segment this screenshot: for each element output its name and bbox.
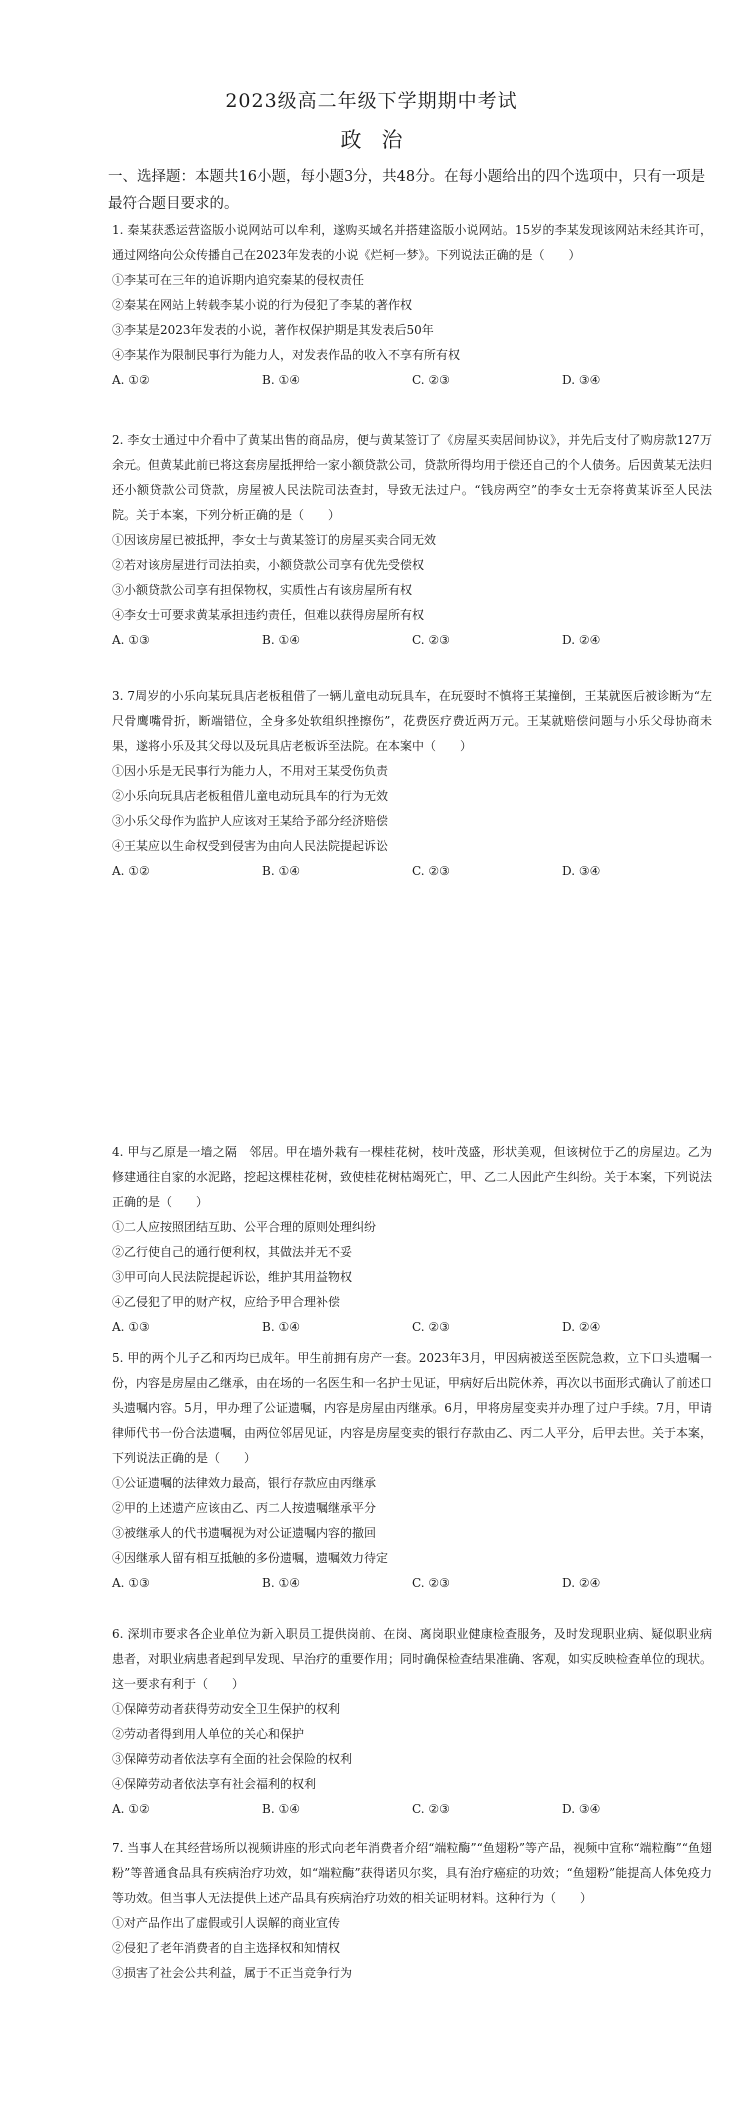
option-item: ①因小乐是无民事行为能力人，不用对王某受伤负责 xyxy=(112,764,389,778)
question-4 xyxy=(112,1140,712,1340)
subject-title: 政治 xyxy=(340,128,423,152)
option-item: ④李某作为限制民事行为能力人，对发表作品的收入不享有所有权 xyxy=(112,348,461,362)
choice-a: A. ①③ xyxy=(112,1576,150,1590)
option-item: ①公证遗嘱的法律效力最高，银行存款应由丙继承 xyxy=(112,1476,377,1490)
option-item: ②侵犯了老年消费者的自主选择权和知情权 xyxy=(112,1941,341,1955)
choice-d: D. ③④ xyxy=(562,373,601,387)
answer-choices xyxy=(112,1571,712,1596)
choice-d: D. ③④ xyxy=(562,1802,601,1816)
option-item: ③甲可向人民法院提起诉讼，维护其用益物权 xyxy=(112,1270,353,1284)
question-stem: 7. 当事人在其经营场所以视频讲座的形式向老年消费者介绍“端粒酶”“鱼翅粉”等产品，视频中宣称“端粒酶”“鱼翅粉”等普通食品具有疾病治疗功效，如“端粒酶”获得诺贝尔奖，具有治疗癌症的功效；“鱼翅粉”能提高人体免疫力等功效。但当事人无法提供上述产品具有疾病治疗功效的相关证明材料。这种行为（ ） xyxy=(112,1841,712,1905)
choice-a: A. ①② xyxy=(112,373,150,387)
question-stem: 4. 甲与乙原是一墙之隔 邻居。甲在墙外栽有一棵桂花树，枝叶茂盛，形状美观，但该树位于乙的房屋边。乙为修建通往自家的水泥路，挖起这棵桂花树，致使桂花树枯竭死亡，甲、乙二人因此产生纠纷。关于本案，下列说法正确的是（ ） xyxy=(112,1145,713,1209)
option-item: ①因该房屋已被抵押，李女士与黄某签订的房屋买卖合同无效 xyxy=(112,533,437,547)
question-2 xyxy=(112,428,712,653)
choice-d: D. ②④ xyxy=(562,633,601,647)
section-heading: 一、选择题：本题共16小题，每小题3分，共48分。在每小题给出的四个选项中，只有一项是最符合题目要求的。 xyxy=(108,169,706,212)
question-stem: 1. 秦某获悉运营盗版小说网站可以牟利，遂购买域名并搭建盗版小说网站。15岁的李某发现该网站未经其许可，通过网络向公众传播自己在2023年发表的小说《烂柯一梦》。下列说法正确的是（ ） xyxy=(112,223,712,262)
question-stem: 2. 李女士通过中介看中了黄某出售的商品房，便与黄某签订了《房屋买卖居间协议》，并先后支付了购房款127万余元。但黄某此前已将这套房屋抵押给一家小额贷款公司，贷款所得均用于偿还自己的个人债务。后因黄某无法归还小额贷款公司贷款，房屋被人民法院司法查封，导致无法过户。“钱房两空”的李女士无奈将黄某诉至人民法院。关于本案，下列分析正确的是（ ） xyxy=(112,433,713,522)
option-item: ①对产品作出了虚假或引人误解的商业宣传 xyxy=(112,1916,341,1930)
question-5 xyxy=(112,1346,712,1596)
choice-a: A. ①③ xyxy=(112,1320,150,1334)
answer-choices xyxy=(112,368,712,393)
exam-title: 2023级高二年级下学期期中考试 xyxy=(225,90,518,112)
choice-c: C. ②③ xyxy=(412,1576,450,1590)
option-item: ④因继承人留有相互抵触的多份遗嘱，遗嘱效力待定 xyxy=(112,1551,389,1565)
question-7 xyxy=(112,1836,712,1986)
choice-c: C. ②③ xyxy=(412,1320,450,1334)
option-item: ②小乐向玩具店老板租借儿童电动玩具车的行为无效 xyxy=(112,789,389,803)
question-stem: 5. 甲的两个儿子乙和丙均已成年。甲生前拥有房产一套。2023年3月，甲因病被送至医院急救，立下口头遗嘱一份，内容是房屋由乙继承，由在场的一名医生和一名护士见证，甲病好后出院休养，再次以书面形式确认了前述口头遗嘱内容。5月，甲办理了公证遗嘱，内容是房屋由丙继承。6月，甲将房屋变卖并办理了过户手续。7月，甲请律师代书一份合法遗嘱，由两位邻居见证，内容是房屋变卖的银行存款由乙、丙二人平分，后甲去世。关于本案，下列说法正确的是（ ） xyxy=(112,1351,713,1465)
option-item: ②若对该房屋进行司法拍卖，小额贷款公司享有优先受偿权 xyxy=(112,558,425,572)
question-stem: 3. 7周岁的小乐向某玩具店老板租借了一辆儿童电动玩具车，在玩耍时不慎将王某撞倒，王某就医后被诊断为“左尺骨鹰嘴骨折，断端错位，全身多处软组织挫擦伤”，花费医疗费近两万元。王某就赔偿问题与小乐父母协商未果，遂将小乐及其父母以及玩具店老板诉至法院。在本案中（ ） xyxy=(112,689,712,753)
option-item: ①二人应按照团结互助、公平合理的原则处理纠纷 xyxy=(112,1220,377,1234)
choice-d: D. ②④ xyxy=(562,1576,601,1590)
option-item: ④王某应以生命权受到侵害为由向人民法院提起诉讼 xyxy=(112,839,389,853)
option-item: ③被继承人的代书遗嘱视为对公证遗嘱内容的撤回 xyxy=(112,1526,377,1540)
choice-b: B. ①④ xyxy=(262,373,300,387)
option-item: ④李女士可要求黄某承担违约责任，但难以获得房屋所有权 xyxy=(112,608,425,622)
choice-b: B. ①④ xyxy=(262,1576,300,1590)
option-item: ③保障劳动者依法享有全面的社会保险的权利 xyxy=(112,1752,353,1766)
choice-c: C. ②③ xyxy=(412,1802,450,1816)
choice-d: D. ③④ xyxy=(562,864,601,878)
choice-b: B. ①④ xyxy=(262,864,300,878)
choice-c: C. ②③ xyxy=(412,633,450,647)
option-item: ③小乐父母作为监护人应该对王某给予部分经济赔偿 xyxy=(112,814,389,828)
answer-choices xyxy=(112,859,712,884)
choice-c: C. ②③ xyxy=(412,373,450,387)
option-item: ④保障劳动者依法享有社会福利的权利 xyxy=(112,1777,317,1791)
option-item: ④乙侵犯了甲的财产权，应给予甲合理补偿 xyxy=(112,1295,341,1309)
choice-b: B. ①④ xyxy=(262,633,300,647)
option-item: ②乙行使自己的通行便利权，其做法并无不妥 xyxy=(112,1245,353,1259)
option-item: ②劳动者得到用人单位的关心和保护 xyxy=(112,1727,305,1741)
option-item: ②甲的上述遗产应该由乙、丙二人按遗嘱继承平分 xyxy=(112,1501,377,1515)
question-1 xyxy=(112,218,712,393)
choice-b: B. ①④ xyxy=(262,1802,300,1816)
answer-choices xyxy=(112,1797,712,1822)
option-item: ①李某可在三年的追诉期内追究秦某的侵权责任 xyxy=(112,273,365,287)
question-stem: 6. 深圳市要求各企业单位为新入职员工提供岗前、在岗、离岗职业健康检查服务，及时发现职业病、疑似职业病患者，对职业病患者起到早发现、早治疗的重要作用；同时确保检查结果准确、客观，如实反映检查单位的现状。这一要求有利于（ ） xyxy=(112,1627,713,1691)
choice-c: C. ②③ xyxy=(412,864,450,878)
choice-b: B. ①④ xyxy=(262,1320,300,1334)
answer-choices xyxy=(112,1315,712,1340)
option-item: ③李某是2023年发表的小说，著作权保护期是其发表后50年 xyxy=(112,323,434,337)
choice-a: A. ①③ xyxy=(112,633,150,647)
answer-choices xyxy=(112,628,712,653)
option-item: ③损害了社会公共利益，属于不正当竞争行为 xyxy=(112,1966,353,1980)
question-6 xyxy=(112,1622,712,1822)
choice-a: A. ①② xyxy=(112,1802,150,1816)
choice-a: A. ①② xyxy=(112,864,150,878)
option-item: ③小额贷款公司享有担保物权，实质性占有该房屋所有权 xyxy=(112,583,413,597)
option-item: ①保障劳动者获得劳动安全卫生保护的权利 xyxy=(112,1702,341,1716)
choice-d: D. ②④ xyxy=(562,1320,601,1334)
option-item: ②秦某在网站上转载李某小说的行为侵犯了李某的著作权 xyxy=(112,298,413,312)
question-3 xyxy=(112,684,712,884)
